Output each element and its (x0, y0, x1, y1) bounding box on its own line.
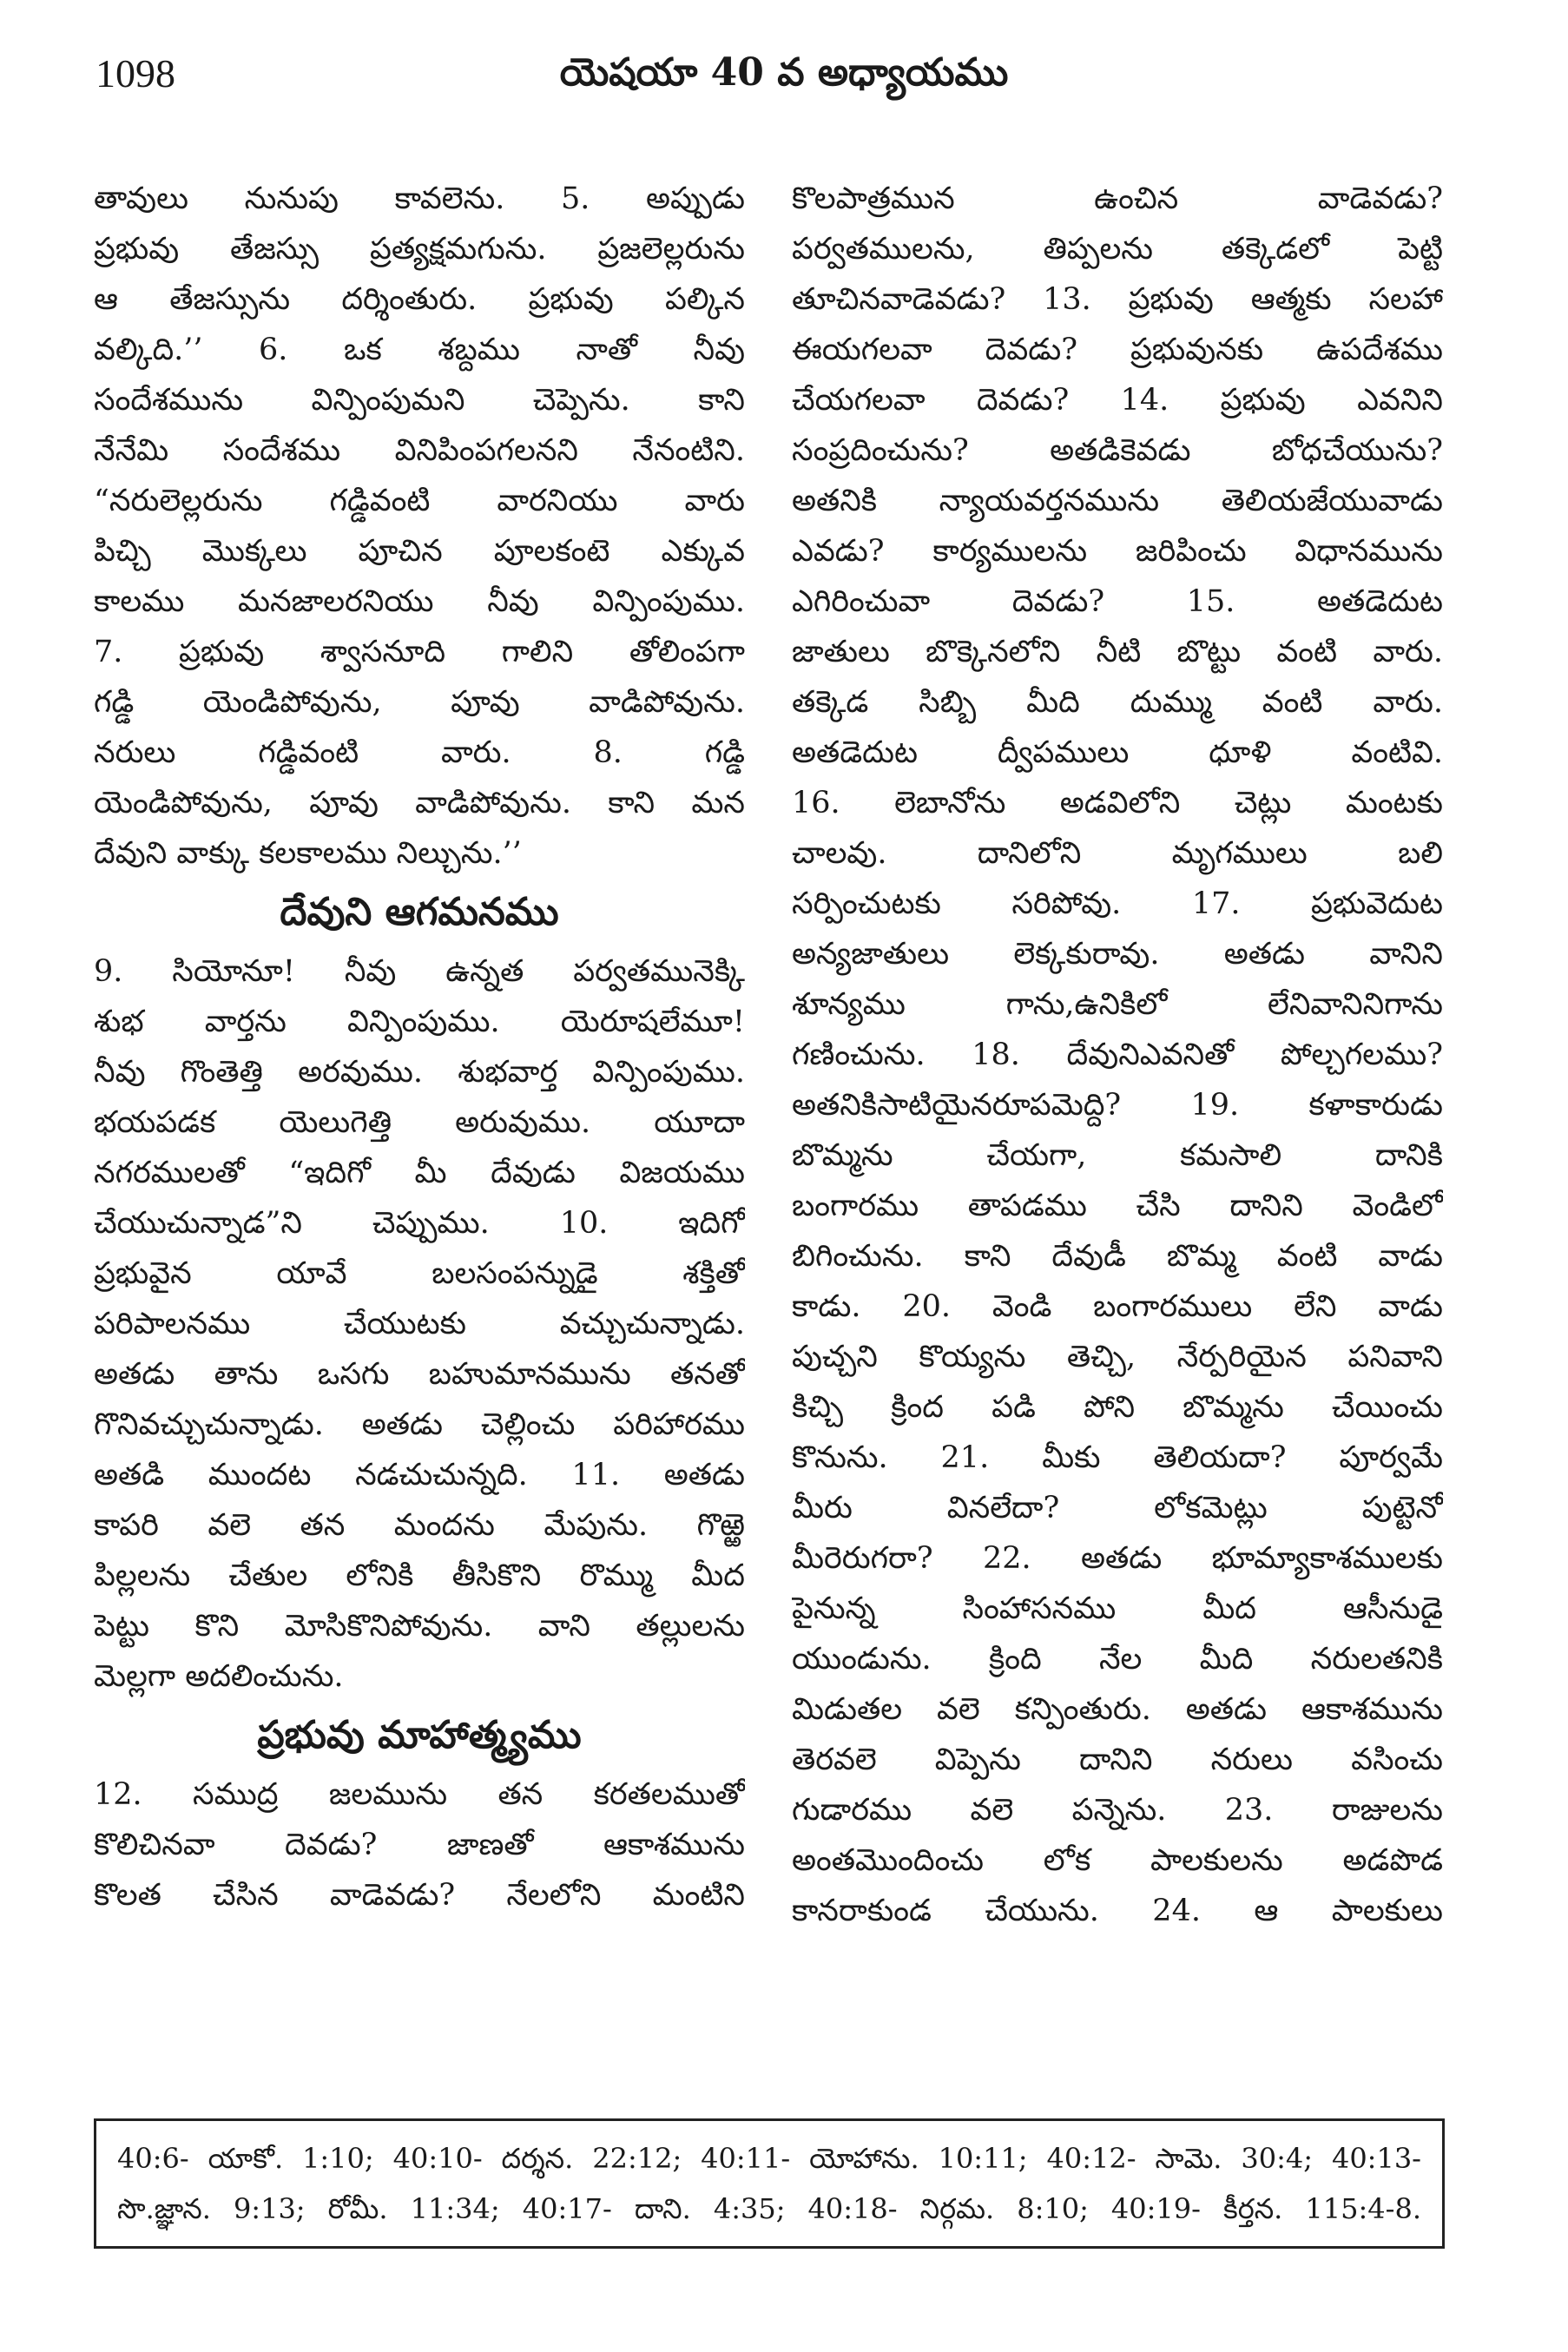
text-line: గణించును. 18. దేవునిఎవనితో పోల్చగలము? (792, 1038, 1443, 1072)
text-line: తూచినవాడెవడు? 13. ప్రభువు ఆత్మకు సలహా (792, 282, 1443, 317)
text-line: బొమ్మను చేయగా, కమసాలి దానికి (792, 1138, 1443, 1173)
text-line: బిగించును. కాని దేవుడీ బొమ్మ వంటి వాడు (792, 1239, 1443, 1274)
running-title: యెషయా 40 వ అధ్యాయము (559, 50, 1009, 95)
text-line: పెట్టు కొని మోసికొనిపోవును. వాని తల్లులను (94, 1609, 745, 1644)
text-line: నీవు గొంతెత్తి అరవుము. శుభవార్త విన్పింపుము. (94, 1055, 745, 1090)
text-line: ఎవడు? కార్యములను జరిపించు విధానమును (792, 534, 1443, 569)
text-line: కొలిచినవా దెవడు? జాణతో ఆకాశమును (94, 1828, 745, 1862)
right-column (792, 174, 1443, 1936)
text-line: అతడు తాను ఒసగు బహుమానమును తనతో (94, 1357, 745, 1392)
text-line: చేయుచున్నాడ”ని చెప్పుము. 10. ఇదిగో (94, 1206, 745, 1241)
text-line: అతనికిసాటియైనరూపమెద్ది? 19. కళాకారుడు (792, 1088, 1443, 1123)
text-line: శూన్యము గాను,ఉనికిలో లేనివానినిగాను (792, 987, 1443, 1022)
text-line: తక్కెడ సిబ్బి మీది దుమ్ము వంటి వారు. (792, 685, 1443, 720)
reference-line-1: 40:6- యాకో. 1:10; 40:10- దర్శన. 22:12; 40:11- యోహాను. 10:11; 40:12- సామె. 30:4; 40:13- (117, 2142, 1421, 2175)
section-heading: దేవుని ఆగమనము (280, 890, 559, 934)
text-line: మీరు వినలేదా? లోకమెట్లు పుట్టెనో (792, 1491, 1443, 1525)
text-line: పిచ్చి మొక్కలు పూచిన పూలకంటె ఎక్కువ (94, 534, 745, 569)
text-line: “నరులెల్లరును గడ్డివంటి వారనియు వారు (94, 484, 745, 518)
text-line: చేయగలవా దెవడు? 14. ప్రభువు ఎవనిని (792, 383, 1443, 418)
text-line: తెరవలె విప్పెను దానిని నరులు వసించు (792, 1743, 1443, 1777)
text-line: పర్వతములను, తిప్పలను తక్కెడలో పెట్టి (792, 232, 1443, 267)
text-line: కాపరి వలె తన మందను మేపును. గొఱ్ఱె (94, 1508, 745, 1543)
text-line: కొలత చేసిన వాడెవడు? నేలలోని మంటిని (94, 1878, 745, 1913)
section-heading: ప్రభువు మాహాత్మ్యము (257, 1713, 582, 1757)
text-line: అతడెదుట ద్వీపములు ధూళి వంటివి. (792, 735, 1443, 770)
text-line: సందేశమును విన్పింపుమని చెప్పెను. కాని (94, 383, 745, 418)
text-line: అతనికి న్యాయవర్తనమును తెలియజేయువాడు (792, 484, 1443, 518)
cross-reference-box (94, 2118, 1445, 2249)
text-line: అంతమొందించు లోక పాలకులను అడపొడ (792, 1843, 1443, 1878)
text-line: యెండిపోవును, పూవు వాడిపోవును. కాని మన (94, 786, 745, 820)
text-line: కిచ్చి క్రింద పడి పోని బొమ్మను చేయించు (792, 1390, 1443, 1425)
text-line: కొనును. 21. మీకు తెలియదా? పూర్వమే (792, 1440, 1443, 1475)
text-line: 12. సముద్ర జలమును తన కరతలముతో (94, 1777, 745, 1812)
reference-line-2: సొ.జ్ఞాన. 9:13; రోమీ. 11:34; 40:17- దాని. 4:35; 40:18- నిర్గమ. 8:10; 40:19- కీర్తన. 115:4-8. (117, 2192, 1421, 2225)
text-line: తావులు నునుపు కావలెను. 5. అప్పుడు (94, 181, 745, 216)
text-line: కాడు. 20. వెండి బంగారములు లేని వాడు (792, 1289, 1443, 1324)
page-number: 1098 (96, 51, 175, 96)
text-line: చాలవు. దానిలోని మృగములు బలి (792, 836, 1443, 871)
text-line: 16. లెబానోను అడవిలోని చెట్లు మంటకు (792, 786, 1443, 820)
text-line: కాలము మనజాలరనియు నీవు విన్పింపుము. (94, 584, 745, 619)
text-line: ఎగిరించువా దెవడు? 15. అతడెదుట (792, 584, 1443, 619)
text-line: పుచ్చని కొయ్యను తెచ్చి, నేర్పరియైన పనివాని (792, 1340, 1443, 1374)
text-line: జాతులు బొక్కెనలోని నీటి బొట్టు వంటి వారు. (792, 635, 1443, 669)
text-line: గడ్డి యెండిపోవును, పూవు వాడిపోవును. (94, 685, 745, 720)
text-line: నగరములతో “ఇదిగో మీ దేవుడు విజయము (94, 1156, 745, 1190)
text-line: పైనున్న సింహాసనము మీద ఆసీనుడై (792, 1591, 1443, 1626)
text-line: వల్కిది.’’ 6. ఒక శబ్దము నాతో నీవు (94, 333, 745, 367)
text-line: సంప్రదించును? అతడికెవడు బోధచేయును? (792, 433, 1443, 468)
text-line: భయపడక యెలుగెత్తి అరువుము. యూదా (94, 1105, 745, 1140)
text-line: కొలపాత్రమున ఉంచిన వాడెవడు? (792, 181, 1443, 216)
text-line: ప్రభువైన యావే బలసంపన్నుడై శక్తితో (94, 1256, 745, 1291)
page-header (96, 50, 1472, 120)
text-line: యుండును. క్రింది నేల మీది నరులతనికి (792, 1642, 1443, 1677)
text-line: ఆ తేజస్సును దర్శింతురు. ప్రభువు పల్కిన (94, 282, 745, 317)
text-line: పరిపాలనము చేయుటకు వచ్చుచున్నాడు. (94, 1307, 745, 1341)
left-column (94, 174, 745, 1920)
text-line: బంగారము తాపడము చేసి దానిని వెండిలో (792, 1189, 1443, 1223)
text-line: దేవుని వాక్కు కలకాలము నిల్చును.’’ (94, 836, 522, 871)
text-line: అతడి ముందట నడచుచున్నది. 11. అతడు (94, 1458, 745, 1492)
text-line: ఈయగలవా దెవడు? ప్రభువునకు ఉపదేశము (792, 333, 1443, 367)
text-line: అన్యజాతులు లెక్కకురావు. అతడు వానిని (792, 937, 1443, 972)
text-line: గుడారము వలె పన్నెను. 23. రాజులను (792, 1793, 1443, 1828)
text-line: మీరెరుగరా? 22. అతడు భూమ్యాకాశములకు (792, 1541, 1443, 1576)
text-line: మిడుతల వలె కన్పింతురు. అతడు ఆకాశమును (792, 1692, 1443, 1727)
text-line: ప్రభువు తేజస్సు ప్రత్యక్షమగును. ప్రజలెల్లరును (94, 232, 745, 267)
text-line: మెల్లగా అదలించును. (94, 1659, 344, 1694)
text-line: పిల్లలను చేతుల లోనికి తీసికొని రొమ్ము మీద (94, 1558, 745, 1593)
text-line: నేనేమి సందేశము వినిపింపగలనని నేనంటిని. (94, 433, 745, 468)
text-line: 9. సియోనూ! నీవు ఉన్నత పర్వతమునెక్కి (94, 954, 745, 989)
text-line: కానరాకుండ చేయును. 24. ఆ పాలకులు (792, 1894, 1443, 1928)
text-line: 7. ప్రభువు శ్వాసనూది గాలిని తోలింపగా (94, 635, 745, 669)
text-line: సర్పించుటకు సరిపోవు. 17. ప్రభువెదుట (792, 886, 1443, 921)
text-line: శుభ వార్తను విన్పింపుము. యెరూషలేమూ! (94, 1005, 745, 1039)
text-line: గొనివచ్చుచున్నాడు. అతడు చెల్లించు పరిహారము (94, 1407, 745, 1442)
text-line: నరులు గడ్డివంటి వారు. 8. గడ్డి (94, 735, 745, 770)
